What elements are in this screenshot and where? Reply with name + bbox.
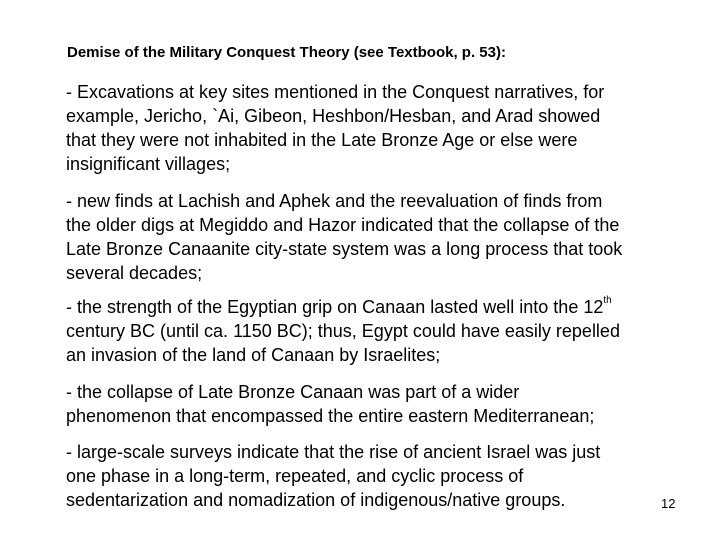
paragraph-line: an invasion of the land of Canaan by Israelites; — [66, 345, 441, 365]
bullet-paragraph-egyptian-grip — [66, 295, 696, 367]
paragraph-line: several decades; — [66, 263, 203, 283]
superscript-ordinal: th — [603, 295, 612, 306]
paragraph-line: Late Bronze Canaanite city-state system was a long process that took — [66, 239, 623, 259]
paragraph-line: that they were not inhabited in the Late Bronze Age or else were — [66, 130, 578, 150]
paragraph-line: the older digs at Megiddo and Hazor indicated that the collapse of the — [66, 215, 620, 235]
paragraph-line: century BC (until ca. 1150 BC); thus, Egypt could have easily repelled — [66, 321, 620, 341]
paragraph-line: - new finds at Lachish and Aphek and the reevaluation of finds from — [66, 191, 603, 211]
paragraph-line: - the collapse of Late Bronze Canaan was part of a wider — [66, 382, 520, 402]
slide-heading: Demise of the Military Conquest Theory (see Textbook, p. 53): — [67, 44, 506, 61]
paragraph-line: example, Jericho, `Ai, Gibeon, Heshbon/Hesban, and Arad showed — [66, 106, 601, 126]
page-number: 12 — [661, 496, 676, 511]
paragraph-line: phenomenon that encompassed the entire eastern Mediterranean; — [66, 406, 595, 426]
paragraph-line-text: - the strength of the Egyptian grip on Canaan lasted well into the 12 — [66, 297, 604, 317]
bullet-paragraph-new-finds — [66, 189, 696, 285]
paragraph-line: - Excavations at key sites mentioned in the Conquest narratives, for — [66, 82, 605, 102]
bullet-paragraph-surveys — [66, 440, 696, 512]
paragraph-line: - large-scale surveys indicate that the rise of ancient Israel was just — [66, 442, 601, 462]
bullet-paragraph-excavations — [66, 80, 696, 176]
paragraph-line — [66, 295, 696, 319]
paragraph-line: sedentarization and nomadization of indigenous/native groups. — [66, 490, 566, 510]
paragraph-line: one phase in a long-term, repeated, and cyclic process of — [66, 466, 524, 486]
paragraph-line: insignificant villages; — [66, 154, 231, 174]
bullet-paragraph-collapse — [66, 380, 696, 428]
